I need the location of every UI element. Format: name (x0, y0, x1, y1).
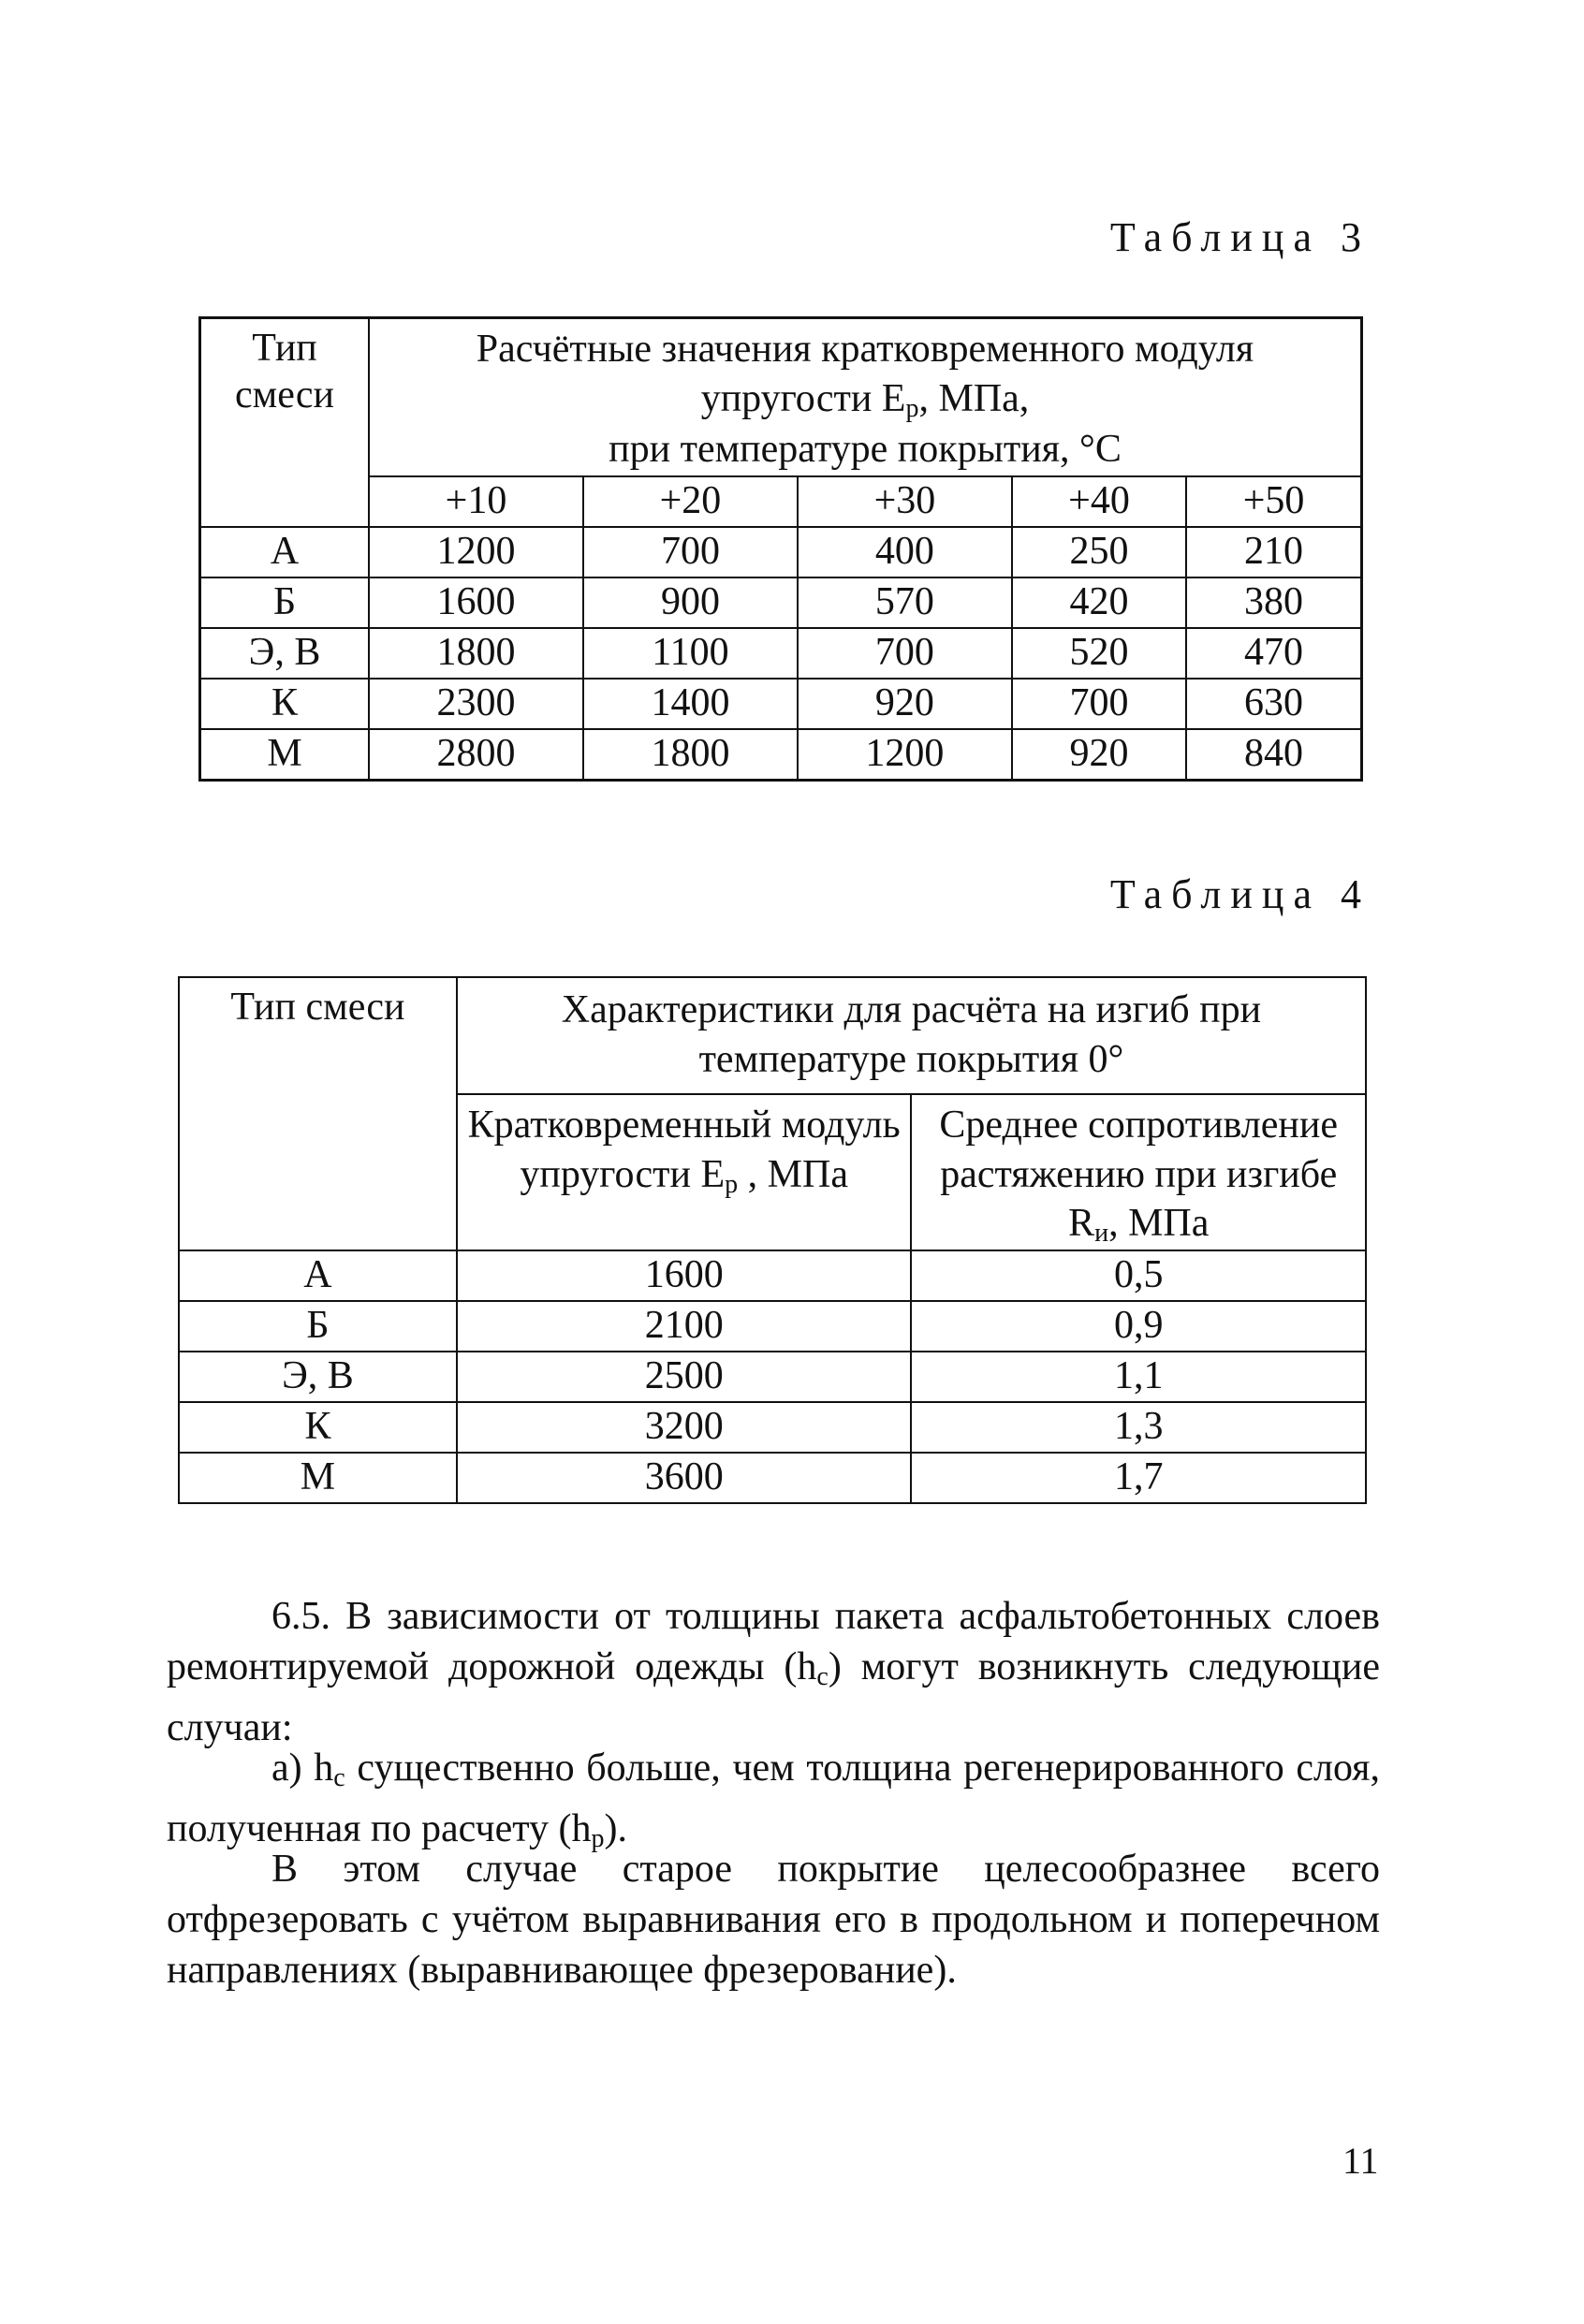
table4-modulus-cell: 2500 (457, 1352, 912, 1402)
table3-header-type: Тип смеси (200, 318, 370, 528)
table4-header-type: Тип смеси (179, 977, 457, 1250)
table3-header-line1: Расчётные значения кратковременного модуля (476, 328, 1254, 371)
table3-value-cell: 1200 (798, 729, 1012, 781)
table3-value-cell: 470 (1186, 628, 1361, 679)
table3-value-cell: 700 (1012, 679, 1186, 729)
table-row (200, 577, 1362, 628)
table-row (179, 1352, 1366, 1402)
table-row (179, 1301, 1366, 1352)
table3-temp: +30 (798, 476, 1012, 527)
table4-resistance-cell: 1,1 (911, 1352, 1366, 1402)
table3-value-cell: 1400 (583, 679, 798, 729)
table3-value-cell: 700 (583, 527, 798, 577)
table3-value-cell: 840 (1186, 729, 1361, 781)
table3-value-cell: 570 (798, 577, 1012, 628)
table3-value-cell: 630 (1186, 679, 1361, 729)
table3-value-cell: 1600 (369, 577, 583, 628)
table-row (179, 1453, 1366, 1503)
table3-value-cell: 2800 (369, 729, 583, 781)
table4-type-cell: Э, В (179, 1352, 457, 1402)
table3-value-cell: 920 (1012, 729, 1186, 781)
table3-header-values (369, 318, 1362, 477)
table3-value-cell: 380 (1186, 577, 1361, 628)
table3-value-cell: 210 (1186, 527, 1361, 577)
table-row (200, 527, 1362, 577)
table3-temp: +50 (1186, 476, 1361, 527)
table3-value-cell: 520 (1012, 628, 1186, 679)
table3-value-cell: 1200 (369, 527, 583, 577)
table3-value-cell: 920 (798, 679, 1012, 729)
table4-modulus-cell: 2100 (457, 1301, 912, 1352)
table-row (179, 1402, 1366, 1453)
table4-resistance-cell: 0,9 (911, 1301, 1366, 1352)
table4-resistance-cell: 0,5 (911, 1250, 1366, 1301)
table3-value-cell: 400 (798, 527, 1012, 577)
table3-temp: +20 (583, 476, 798, 527)
table3-value-cell: 420 (1012, 577, 1186, 628)
table3-value-cell: 700 (798, 628, 1012, 679)
table4-header-resistance: Среднее сопротивление растяжению при изгибе $R_и$, МПа (911, 1094, 1366, 1250)
page-number: 11 (1342, 2140, 1379, 2182)
table3-value-cell: 1800 (583, 729, 798, 781)
table-row (179, 1250, 1366, 1301)
paragraph-6-5: 6.5. В зависимости от толщины пакета асфальтобетонных слоев ремонтируемой дорожной одежды $(h_с)$ могут возникнуть следующие случаи: (167, 1595, 1380, 1749)
table3-header-line2: упругости $E_р$, МПа, (700, 376, 1030, 423)
table4-header-group: Характеристики для расчёта на изгиб при температуре покрытия 0° (457, 977, 1366, 1094)
table4-resistance-cell: 1,7 (911, 1453, 1366, 1503)
table3-caption: Таблица 3 (1109, 214, 1371, 260)
table4-type-cell: Б (179, 1301, 457, 1352)
table3-type-cell: А (200, 527, 370, 577)
table-row (200, 729, 1362, 781)
paragraph-case-a: а) $h_с$ существенно больше, чем толщина регенерированного слоя, полученная по расчету $(h_р)$. (167, 1747, 1380, 1853)
table4-caption: Таблица 4 (1109, 871, 1371, 917)
table4 (178, 976, 1367, 1504)
table3-temp: +40 (1012, 476, 1186, 527)
table3-value-cell: 900 (583, 577, 798, 628)
table4-modulus-cell: 3600 (457, 1453, 912, 1503)
table-row (200, 628, 1362, 679)
table3 (198, 316, 1363, 782)
table3-header-line3: при температуре покрытия, °С (609, 427, 1122, 471)
table3-value-cell: 1800 (369, 628, 583, 679)
table4-type-cell: А (179, 1250, 457, 1301)
table3-value-cell: 1100 (583, 628, 798, 679)
table3-value-cell: 2300 (369, 679, 583, 729)
table4-type-cell: К (179, 1402, 457, 1453)
table3-type-cell: Б (200, 577, 370, 628)
paragraph-milling: В этом случае старое покрытие целесообразнее всего отфрезеровать с учётом выравнивания его в продольном и поперечном направлениях (выравнивающее фрезерование). (167, 1848, 1380, 1992)
table4-modulus-cell: 3200 (457, 1402, 912, 1453)
table3-type-cell: К (200, 679, 370, 729)
table4-type-cell: М (179, 1453, 457, 1503)
table3-value-cell: 250 (1012, 527, 1186, 577)
table4-modulus-cell: 1600 (457, 1250, 912, 1301)
table3-type-cell: М (200, 729, 370, 781)
table3-type-cell: Э, В (200, 628, 370, 679)
table4-header-modulus: Кратковременный модуль упругости $E_р$ , МПа (457, 1094, 912, 1250)
table3-temp: +10 (369, 476, 583, 527)
table4-resistance-cell: 1,3 (911, 1402, 1366, 1453)
table-row (200, 679, 1362, 729)
